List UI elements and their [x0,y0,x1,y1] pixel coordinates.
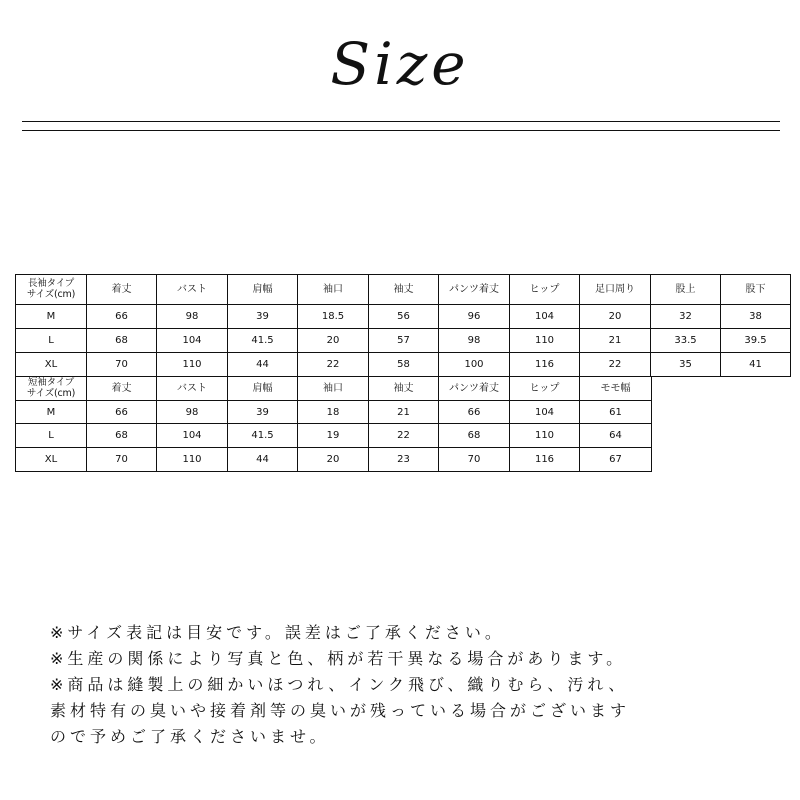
table-cell: 20 [298,448,369,472]
table-cell: 57 [369,329,439,353]
table-cell: 39 [228,305,298,329]
table-row [16,329,791,353]
table-row [16,305,791,329]
table-cell: 41.5 [228,424,298,448]
table-cell: 110 [510,329,580,353]
size-cell: M [16,305,87,329]
note-line: 素材特有の臭いや接着剤等の臭いが残っている場合がございます [50,701,631,720]
divider-top [22,121,780,122]
table-cell: 70 [439,448,510,472]
table-cell: 70 [87,448,157,472]
table-cell: 19 [298,424,369,448]
table-label-line2: サイズ(cm) [26,387,76,399]
table-cell: 20 [580,305,651,329]
table-label-line1: 長袖タイプ [27,278,75,290]
table-cell: 56 [369,305,439,329]
table-label-line1: 短袖タイプ [27,377,75,389]
table-row [16,353,791,377]
table-cell: 110 [157,353,228,377]
table-cell: 104 [157,329,228,353]
table-header-row [16,275,791,305]
column-header: 肩幅 [228,275,298,305]
column-header: 着丈 [87,377,157,401]
column-header: バスト [157,377,228,401]
column-header: 袖丈 [369,275,439,305]
table-row [16,424,652,448]
column-header: 肩幅 [228,377,298,401]
table-cell: 110 [510,424,580,448]
table-cell: 35 [651,353,721,377]
table-cell: 44 [228,353,298,377]
column-header: 股下 [721,275,791,305]
table-cell: 32 [651,305,721,329]
column-header: パンツ着丈 [439,377,510,401]
table-cell: 39.5 [721,329,791,353]
table-header-row [16,377,652,401]
table-cell: 116 [510,353,580,377]
table-cell: 67 [580,448,652,472]
table-cell: 22 [369,424,439,448]
disclaimer-notes [50,620,790,750]
table-cell: 66 [87,305,157,329]
table-cell: 22 [298,353,369,377]
table-cell: 98 [439,329,510,353]
note-line: ※商品は縫製上の細かいほつれ、インク飛び、織りむら、汚れ、 [50,675,629,694]
table-cell: 68 [87,329,157,353]
table-cell: 18 [298,401,369,424]
table-cell: 58 [369,353,439,377]
divider-bottom [22,130,780,131]
table-cell: 33.5 [651,329,721,353]
table-cell: 98 [157,401,228,424]
table-cell: 100 [439,353,510,377]
table-cell: 110 [157,448,228,472]
table-cell: 66 [439,401,510,424]
table-label-cell [16,377,87,401]
size-cell: L [16,329,87,353]
column-header: パンツ着丈 [439,275,510,305]
table-row [16,448,652,472]
table-cell: 68 [439,424,510,448]
table-cell: 70 [87,353,157,377]
size-cell: XL [16,448,87,472]
table-cell: 61 [580,401,652,424]
table-cell: 98 [157,305,228,329]
table-cell: 66 [87,401,157,424]
table-cell: 39 [228,401,298,424]
table-cell: 22 [580,353,651,377]
column-header: 股上 [651,275,721,305]
table-cell: 21 [369,401,439,424]
table-cell: 104 [510,401,580,424]
table-cell: 41.5 [228,329,298,353]
table-cell: 23 [369,448,439,472]
table-row [16,401,652,424]
table-cell: 38 [721,305,791,329]
table-cell: 18.5 [298,305,369,329]
table-cell: 96 [439,305,510,329]
column-header: 袖口 [298,377,369,401]
column-header: 着丈 [87,275,157,305]
table-label-line2: サイズ(cm) [26,288,76,300]
short-sleeve-size-table [15,376,652,472]
column-header: ヒップ [510,377,580,401]
column-header: ヒップ [510,275,580,305]
column-header: バスト [157,275,228,305]
table-cell: 44 [228,448,298,472]
table-cell: 116 [510,448,580,472]
size-cell: L [16,424,87,448]
size-cell: M [16,401,87,424]
table-cell: 41 [721,353,791,377]
column-header: モモ幅 [580,377,652,401]
note-line: ※生産の関係により写真と色、柄が若干異なる場合があります。 [50,649,627,668]
long-sleeve-size-table [15,274,791,377]
table-cell: 68 [87,424,157,448]
table-cell: 104 [157,424,228,448]
column-header: 足口周り [580,275,651,305]
note-line: ※サイズ表記は目安です。誤差はご了承ください。 [50,623,505,642]
size-cell: XL [16,353,87,377]
table-cell: 64 [580,424,652,448]
table-cell: 104 [510,305,580,329]
page-title: Size [330,30,470,98]
table-cell: 21 [580,329,651,353]
column-header: 袖丈 [369,377,439,401]
note-line: ので予めご了承くださいませ。 [50,727,330,746]
table-label-cell [16,275,87,305]
column-header: 袖口 [298,275,369,305]
table-cell: 20 [298,329,369,353]
